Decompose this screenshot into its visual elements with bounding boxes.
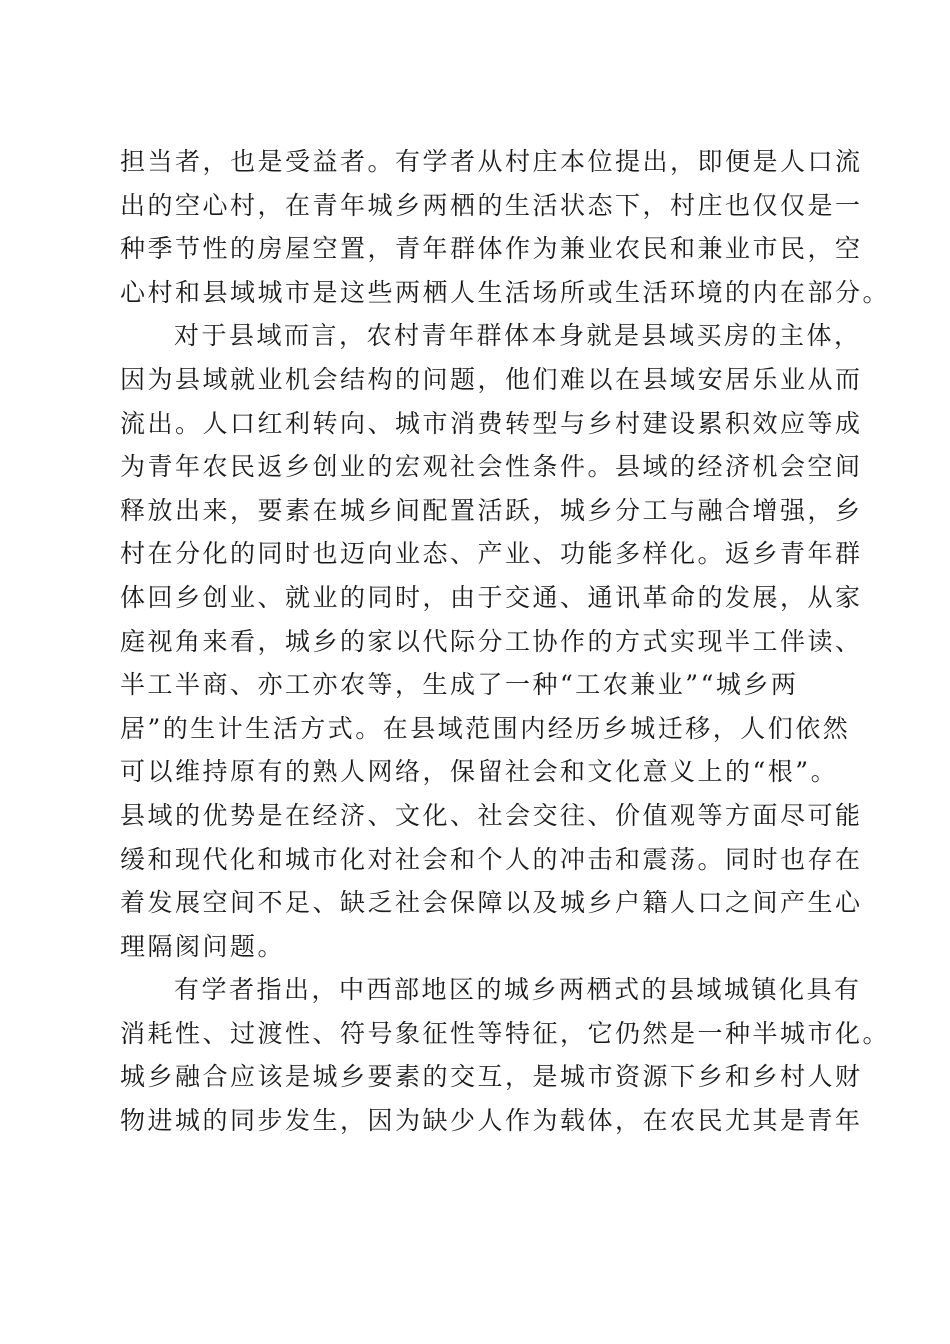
text-line: 缓和现代化和城市化对社会和个人的冲击和震荡。同时也存在 (120, 844, 863, 874)
text-line: 城乡融合应该是城乡要素的交互，是城市资源下乡和乡村人财 (120, 1062, 863, 1092)
text-line: 县域的优势是在经济、文化、社会交往、价值观等方面尽可能 (120, 800, 863, 830)
text-line: 着发展空间不足、缺乏社会保障以及城乡户籍人口之间产生心 (120, 888, 863, 918)
text-line: 居”的生计生活方式。在县域范围内经历乡城迁移，人们依然 (120, 713, 851, 743)
paragraph-start-line: 有学者指出，中西部地区的城乡两栖式的县域城镇化具有 (174, 975, 862, 1005)
text-line: 消耗性、过渡性、符号象征性等特征，它仍然是一种半城市化。 (120, 1018, 891, 1048)
text-line: 流出。人口红利转向、城市消费转型与乡村建设累积效应等成 (120, 408, 863, 438)
text-line: 种季节性的房屋空置，青年群体作为兼业农民和兼业市民，空 (120, 234, 863, 264)
text-line: 为青年农民返乡创业的宏观社会性条件。县域的经济机会空间 (120, 452, 863, 482)
text-line: 村在分化的同时也迈向业态、产业、功能多样化。返乡青年群 (120, 539, 863, 569)
text-line: 出的空心村，在青年城乡两栖的生活状态下，村庄也仅仅是一 (120, 190, 863, 220)
text-line: 释放出来，要素在城乡间配置活跃，城乡分工与融合增强，乡 (120, 495, 863, 525)
text-line: 理隔阂问题。 (120, 931, 286, 961)
text-line: 半工半商、亦工亦农等，生成了一种“工农兼业”“城乡两 (120, 670, 799, 700)
text-line: 可以维持原有的熟人网络，保留社会和文化意义上的“根”。 (120, 757, 839, 787)
text-line: 因为县域就业机会结构的问题，他们难以在县域安居乐业从而 (120, 364, 863, 394)
body-text (120, 140, 891, 1143)
text-line: 体回乡创业、就业的同时，由于交通、通讯革命的发展，从家 (120, 582, 863, 612)
text-line: 物进城的同步发生，因为缺少人作为载体，在农民尤其是青年 (120, 1106, 863, 1136)
text-line: 担当者，也是受益者。有学者从村庄本位提出，即便是人口流 (120, 147, 863, 176)
paragraph-start-line: 对于县域而言，农村青年群体本身就是县域买房的主体， (174, 321, 862, 351)
text-line: 庭视角来看，城乡的家以代际分工协作的方式实现半工伴读、 (120, 626, 863, 656)
text-line: 心村和县域城市是这些两栖人生活场所或生活环境的内在部分。 (120, 277, 891, 307)
